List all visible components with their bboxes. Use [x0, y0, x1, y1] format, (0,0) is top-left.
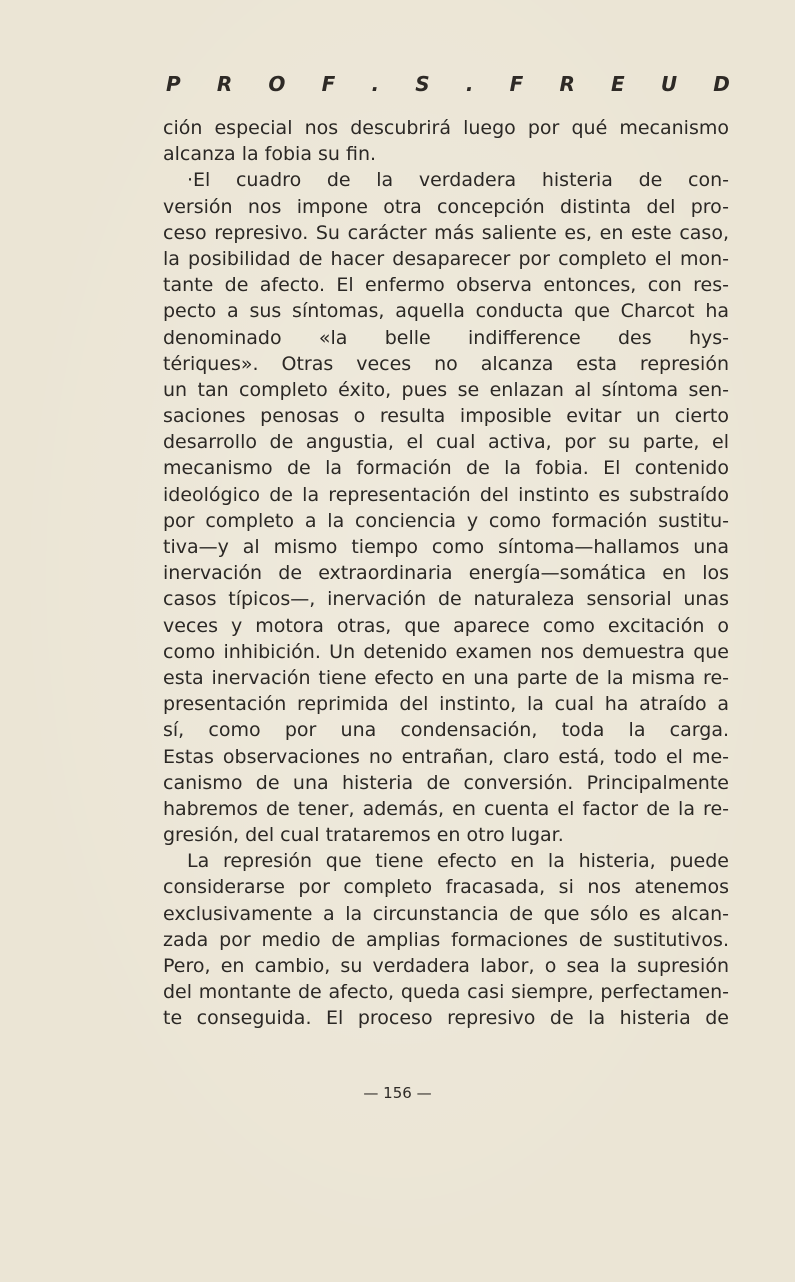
page-number: — 156 — [363, 1084, 432, 1102]
text-line: desarrollo de angustia, el cual activa, por su parte, el [163, 431, 729, 454]
text-line: casos típicos—, inervación de naturaleza sensorial unas [163, 588, 729, 611]
text-line: gresión, del cual trataremos en otro lugar. [163, 824, 564, 847]
text-line: la posibilidad de hacer desaparecer por completo el mon- [163, 247, 729, 270]
text-line: ceso represivo. Su carácter más saliente es, en este caso, [163, 221, 729, 244]
text-line: exclusivamente a la circunstancia de que sólo es alcan- [163, 902, 729, 925]
running-head-char: R [216, 72, 233, 96]
running-head-char: O [268, 72, 286, 96]
running-head-char: E [611, 72, 625, 96]
running-head-char: . [371, 72, 380, 96]
running-head-char: S [415, 72, 430, 96]
text-line: tériques». Otras veces no alcanza esta represión [163, 352, 729, 375]
text-line: inervación de extraordinaria energía—somática en los [163, 562, 729, 585]
text-line: pecto a sus síntomas, aquella conducta que Charcot ha [163, 300, 729, 323]
running-head-char: F [509, 72, 524, 96]
text-line: Pero, en cambio, su verdadera labor, o sea la supresión [163, 955, 729, 977]
text-line: ideológico de la representación del instinto es substraído [163, 483, 729, 506]
text-line: te conseguida. El proceso represivo de la histeria de [163, 1007, 729, 1030]
text-line: ·El cuadro de la verdadera histeria de con- [187, 169, 729, 192]
text-line: alcanza la fobia su fin. [163, 143, 377, 166]
running-head [166, 72, 730, 96]
text-line: por completo a la conciencia y como formación sustitu- [163, 509, 729, 532]
text-line: denominado «la belle indifference des hys- [163, 326, 729, 349]
text-line: saciones penosas o resulta imposible evitar un cierto [163, 405, 729, 428]
running-head-char: R [559, 72, 575, 96]
text-line: tante de afecto. El enfermo observa entonces, con res- [163, 274, 729, 297]
text-line: un tan completo éxito, pues se enlazan al síntoma sen- [163, 378, 729, 401]
text-line: tiva—y al mismo tiempo como síntoma—hallamos una [163, 536, 729, 558]
text-line: mecanismo de la formación de la fobia. El contenido [163, 457, 729, 480]
text-line: canismo de una histeria de conversión. Principalmente [163, 771, 729, 794]
text-line: del montante de afecto, queda casi siempre, perfectamen- [163, 981, 729, 1004]
running-head-char: P [166, 72, 181, 96]
text-line: Estas observaciones no entrañan, claro está, todo el me- [163, 745, 729, 768]
running-head-char: D [713, 72, 730, 96]
running-head-char: F [321, 72, 336, 96]
text-line: considerarse por completo fracasada, si nos atenemos [163, 876, 729, 899]
text-line: La represión que tiene efecto en la histeria, puede [187, 850, 729, 873]
text-line: habremos de tener, además, en cuenta el factor de la re- [163, 797, 729, 820]
text-line: veces y motora otras, que aparece como excitación o [163, 614, 729, 637]
text-line: esta inervación tiene efecto en una parte de la misma re- [163, 666, 729, 689]
text-line: ción especial nos descubrirá luego por qué mecanismo [163, 117, 729, 139]
text-line: presentación reprimida del instinto, la cual ha atraído a [163, 693, 729, 716]
text-line: versión nos impone otra concepción distinta del pro- [163, 195, 729, 218]
running-head-char: . [465, 72, 474, 96]
text-line: zada por medio de amplias formaciones de sustitutivos. [163, 928, 729, 951]
body-text [163, 115, 729, 1032]
text-line: sí, como por una condensación, toda la carga. [163, 719, 729, 742]
running-head-char: U [660, 72, 678, 96]
text-line: como inhibición. Un detenido examen nos demuestra que [163, 640, 729, 663]
